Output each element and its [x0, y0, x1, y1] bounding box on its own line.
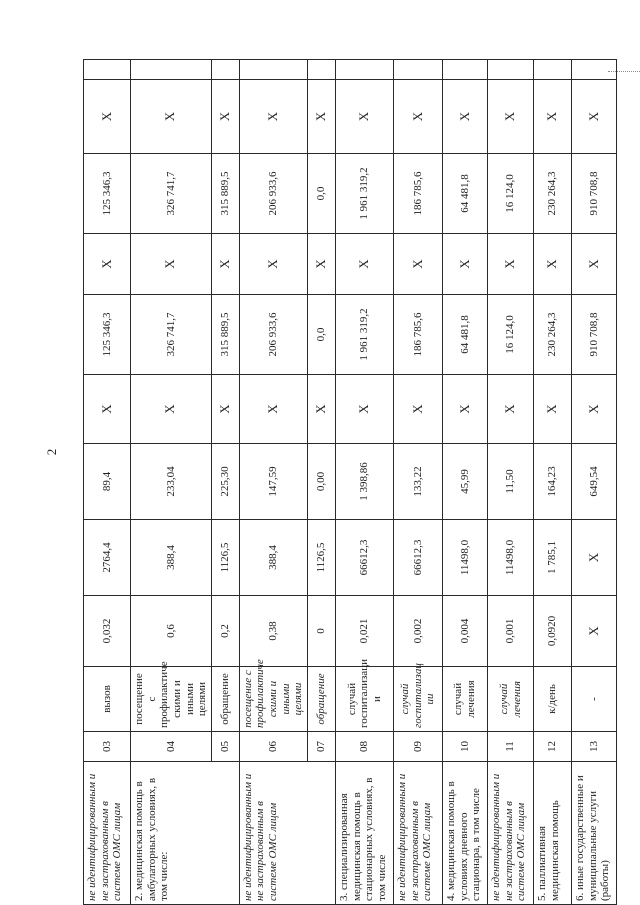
- row-name-cell: не идентифицированным и не застрахованным в системе ОМС лицам: [239, 762, 307, 905]
- table-frame: [83, 60, 612, 905]
- value-cell: 2764,4: [84, 520, 131, 596]
- edge-cell: [308, 60, 336, 80]
- unit-cell: посещение с профилактиче скими и иными целями: [131, 667, 212, 732]
- table-row: [394, 60, 443, 905]
- value-cell: X: [308, 234, 336, 295]
- value-cell: 649,54: [572, 444, 617, 520]
- value-cell: X: [534, 234, 572, 295]
- value-cell: X: [443, 80, 488, 154]
- value-cell: X: [443, 375, 488, 444]
- row-code-cell: 03: [84, 732, 131, 762]
- value-cell: X: [211, 80, 239, 154]
- row-code-cell: 13: [572, 732, 617, 762]
- care-volume-table: [83, 59, 617, 905]
- value-cell: 1 398,86: [336, 444, 394, 520]
- value-cell: 0,00: [308, 444, 336, 520]
- value-cell: X: [308, 375, 336, 444]
- value-cell: X: [336, 234, 394, 295]
- edge-cell: [488, 60, 534, 80]
- value-cell: X: [488, 80, 534, 154]
- value-cell: X: [239, 234, 307, 295]
- value-cell: X: [131, 234, 212, 295]
- value-cell: 0,2: [211, 596, 239, 667]
- value-cell: 230 264,3: [534, 154, 572, 234]
- value-cell: 186 785,6: [394, 295, 443, 375]
- row-name-cell: [211, 762, 239, 905]
- value-cell: 11498,0: [488, 520, 534, 596]
- value-cell: X: [84, 234, 131, 295]
- row-name-cell: 2. медицинская помощь в амбулаторных условиях, в том числе:: [131, 762, 212, 905]
- table-row: [534, 60, 572, 905]
- unit-cell: обращение: [211, 667, 239, 732]
- value-cell: X: [534, 80, 572, 154]
- value-cell: 16 124,0: [488, 154, 534, 234]
- value-cell: 0,38: [239, 596, 307, 667]
- value-cell: X: [394, 375, 443, 444]
- value-cell: 11498,0: [443, 520, 488, 596]
- table-row: [84, 60, 131, 905]
- row-code-cell: 05: [211, 732, 239, 762]
- value-cell: 11,50: [488, 444, 534, 520]
- row-code-cell: 08: [336, 732, 394, 762]
- value-cell: 0,032: [84, 596, 131, 667]
- row-name-cell: 6. иные государственные и муниципальные услуги (работы): [572, 762, 617, 905]
- value-cell: X: [308, 80, 336, 154]
- table-row: [488, 60, 534, 905]
- edge-cell: [131, 60, 212, 80]
- table-row: [308, 60, 336, 905]
- value-cell: 89,4: [84, 444, 131, 520]
- value-cell: X: [394, 80, 443, 154]
- value-cell: X: [488, 375, 534, 444]
- value-cell: X: [211, 234, 239, 295]
- value-cell: X: [572, 80, 617, 154]
- table-row: [572, 60, 617, 905]
- row-name-cell: не идентифицированным и не застрахованным в системе ОМС лицам: [488, 762, 534, 905]
- value-cell: 0: [308, 596, 336, 667]
- value-cell: 233,04: [131, 444, 212, 520]
- value-cell: X: [534, 375, 572, 444]
- value-cell: X: [131, 80, 212, 154]
- unit-cell: вызов: [84, 667, 131, 732]
- edge-cell: [534, 60, 572, 80]
- value-cell: 388,4: [239, 520, 307, 596]
- value-cell: 66612,3: [394, 520, 443, 596]
- value-cell: 0,0: [308, 295, 336, 375]
- edge-cell: [394, 60, 443, 80]
- value-cell: 1 961 319,2: [336, 154, 394, 234]
- value-cell: 315 889,5: [211, 295, 239, 375]
- row-code-cell: 12: [534, 732, 572, 762]
- value-cell: 133,22: [394, 444, 443, 520]
- row-code-cell: 07: [308, 732, 336, 762]
- row-code-cell: 04: [131, 732, 212, 762]
- row-name-cell: 3. специализированная медицинская помощь в стационарных условиях, в том числе: [336, 762, 394, 905]
- row-code-cell: 11: [488, 732, 534, 762]
- value-cell: 315 889,5: [211, 154, 239, 234]
- value-cell: 0,0920: [534, 596, 572, 667]
- value-cell: 910 708,8: [572, 295, 617, 375]
- unit-cell: -: [572, 667, 617, 732]
- value-cell: X: [84, 375, 131, 444]
- value-cell: 206 933,6: [239, 154, 307, 234]
- value-cell: 147,59: [239, 444, 307, 520]
- value-cell: 64 481,8: [443, 154, 488, 234]
- value-cell: 230 264,3: [534, 295, 572, 375]
- value-cell: 1126,5: [308, 520, 336, 596]
- unit-cell: случай госпитализаци и: [336, 667, 394, 732]
- value-cell: X: [572, 234, 617, 295]
- table-row: [443, 60, 488, 905]
- value-cell: 16 124,0: [488, 295, 534, 375]
- row-name-cell: 4. медицинская помощь в условиях дневного стационара, в том числе: [443, 762, 488, 905]
- unit-cell: случай лечения: [488, 667, 534, 732]
- value-cell: 910 708,8: [572, 154, 617, 234]
- row-name-cell: [308, 762, 336, 905]
- edge-cell: [443, 60, 488, 80]
- edge-cell: [84, 60, 131, 80]
- unit-cell: случай лечения: [443, 667, 488, 732]
- value-cell: 326 741,7: [131, 295, 212, 375]
- value-cell: 0,021: [336, 596, 394, 667]
- edge-cell: [211, 60, 239, 80]
- value-cell: X: [394, 234, 443, 295]
- value-cell: 1 785,1: [534, 520, 572, 596]
- value-cell: X: [572, 596, 617, 667]
- value-cell: X: [488, 234, 534, 295]
- value-cell: 45,99: [443, 444, 488, 520]
- value-cell: X: [239, 375, 307, 444]
- table-row: [336, 60, 394, 905]
- row-name-cell: не идентифицированным и не застрахованным в системе ОМС лицам: [394, 762, 443, 905]
- value-cell: 164,23: [534, 444, 572, 520]
- table-row: [211, 60, 239, 905]
- value-cell: 326 741,7: [131, 154, 212, 234]
- value-cell: X: [572, 520, 617, 596]
- value-cell: X: [239, 80, 307, 154]
- value-cell: 66612,3: [336, 520, 394, 596]
- edge-cell: [239, 60, 307, 80]
- rotated-table-wrapper: [83, 60, 612, 905]
- value-cell: 0,002: [394, 596, 443, 667]
- page-number: 2: [44, 448, 59, 456]
- value-cell: 1 961 319,2: [336, 295, 394, 375]
- unit-cell: посещение с профилактиче скими и иными целями: [239, 667, 307, 732]
- value-cell: 225,30: [211, 444, 239, 520]
- value-cell: X: [211, 375, 239, 444]
- value-cell: X: [84, 80, 131, 154]
- table-row: [131, 60, 212, 905]
- value-cell: X: [572, 375, 617, 444]
- value-cell: 125 346,3: [84, 154, 131, 234]
- value-cell: 0,001: [488, 596, 534, 667]
- edge-cell: [572, 60, 617, 80]
- value-cell: 125 346,3: [84, 295, 131, 375]
- row-name-cell: не идентифицированным и не застрахованным в системе ОМС лицам: [84, 762, 131, 905]
- value-cell: X: [131, 375, 212, 444]
- row-code-cell: 09: [394, 732, 443, 762]
- value-cell: X: [336, 80, 394, 154]
- unit-cell: к/день: [534, 667, 572, 732]
- value-cell: 1126,5: [211, 520, 239, 596]
- table-row: [239, 60, 307, 905]
- value-cell: 0,6: [131, 596, 212, 667]
- value-cell: X: [336, 375, 394, 444]
- value-cell: 388,4: [131, 520, 212, 596]
- value-cell: X: [443, 234, 488, 295]
- row-name-cell: 5. паллиативная медицинская помощь: [534, 762, 572, 905]
- unit-cell: обращение: [308, 667, 336, 732]
- value-cell: 186 785,6: [394, 154, 443, 234]
- value-cell: 0,0: [308, 154, 336, 234]
- value-cell: 0,004: [443, 596, 488, 667]
- edge-cell: [336, 60, 394, 80]
- row-code-cell: 10: [443, 732, 488, 762]
- row-code-cell: 06: [239, 732, 307, 762]
- value-cell: 64 481,8: [443, 295, 488, 375]
- unit-cell: случай госпитализац ии: [394, 667, 443, 732]
- value-cell: 206 933,6: [239, 295, 307, 375]
